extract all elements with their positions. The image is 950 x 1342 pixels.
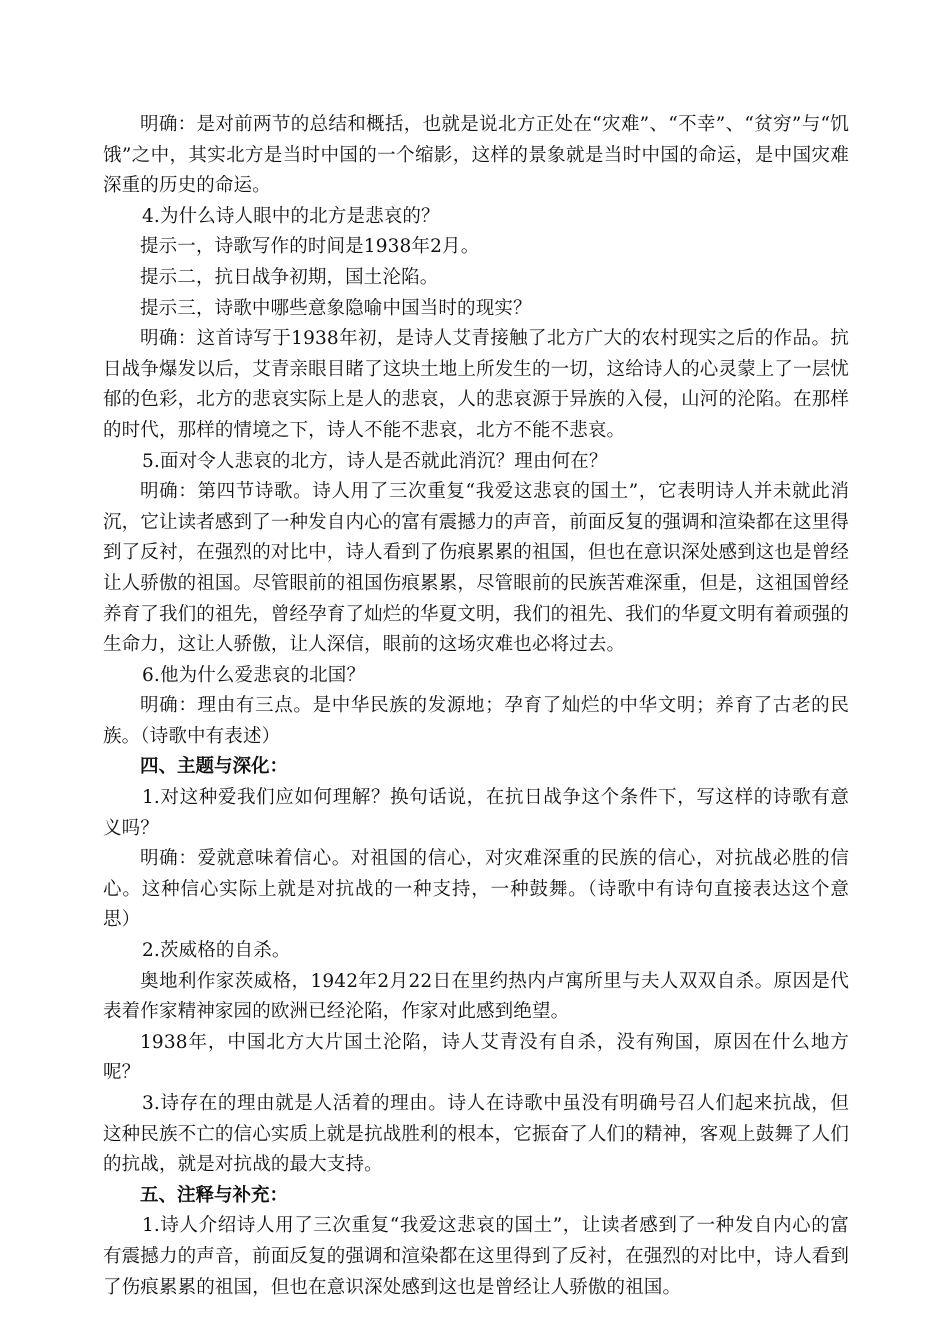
document-page xyxy=(103,110,849,1303)
paragraph-aiqing-question: 1938年，中国北方大片国土沦陷，诗人艾青没有自杀，没有殉国，原因在什么地方呢？ xyxy=(103,1031,849,1084)
theme-item-2: 2.茨威格的自杀。 xyxy=(142,940,291,962)
hint-1: 提示一，诗歌写作的时间是1938年2月。 xyxy=(140,236,480,258)
section-heading-theme: 四、主题与深化： xyxy=(140,756,289,778)
paragraph-answer-summary: 明确：是对前两节的总结和概括，也就是说北方正处在“灾难”、“不幸”、“贫穷”与“饥饿”之中，其实北方是当时中国的一个缩影，这样的景象就是当时中国的命运，是中国灾难深重的历史的命运。 xyxy=(103,114,849,197)
section-heading-notes: 五、注释与补充： xyxy=(140,1184,289,1206)
paragraph-answer-q4: 明确：这首诗写于1938年初，是诗人艾青接触了北方广大的农村现实之后的作品。抗日战争爆发以后，艾青亲眼目睹了这块土地上所发生的一切，这给诗人的心灵蒙上了一层忧郁的色彩，北方的悲哀实际上是人的悲哀，人的悲哀源于异族的入侵，山河的沦陷。在那样的时代，那样的情境之下，诗人不能不悲哀，北方不能不悲哀。 xyxy=(103,328,850,441)
paragraph-answer-q5: 明确：第四节诗歌。诗人用了三次重复“我爱这悲哀的国土”，它表明诗人并未就此消沉，它让读者感到了一种发自内心的富有震撼力的声音，前面反复的强调和渲染都在这里得到了反衬，在强烈的对比中，诗人看到了伤痕累累的祖国，但也在意识深处感到这也是曾经让人骄傲的祖国。尽管眼前的祖国伤痕累累，尽管眼前的民族苦难深重，但是，这祖国曾经养育了我们的祖先，曾经孕育了灿烂的华夏文明，我们的祖先、我们的华夏文明有着顽强的生命力，这让人骄傲，让人深信，眼前的这场灾难也必将过去。 xyxy=(103,481,850,656)
hint-3: 提示三，诗歌中哪些意象隐喻中国当时的现实？ xyxy=(140,297,532,319)
paragraph-zweig: 奥地利作家茨威格，1942年2月22日在里约热内卢寓所里与夫人双双自杀。原因是代表着作家精神家园的欧洲已经沦陷，作家对此感到绝望。 xyxy=(103,970,849,1023)
paragraph-answer-q6: 明确：理由有三点。是中华民族的发源地；孕育了灿烂的中华文明；养育了古老的民族。（诗歌中有表述） xyxy=(103,695,849,747)
question-4: 4.为什么诗人眼中的北方是悲哀的？ xyxy=(142,205,440,227)
theme-question-1: 1.对这种爱我们应如何理解？换句话说，在抗日战争这个条件下，写这样的诗歌有意义吗？ xyxy=(103,787,849,839)
question-6: 6.他为什么爱悲哀的北国？ xyxy=(142,664,366,686)
theme-item-3: 3.诗存在的理由就是人活着的理由。诗人在诗歌中虽没有明确号召人们起来抗战，但这种民族不亡的信心实质上就是抗战胜利的根本，它振奋了人们的精神，客观上鼓舞了人们的抗战，就是对抗战的最大支持。 xyxy=(103,1093,850,1176)
paragraph-answer-theme-1: 明确：爱就意味着信心。对祖国的信心，对灾难深重的民族的信心，对抗战必胜的信心。这种信心实际上就是对抗战的一种支持，一种鼓舞。（诗歌中有诗句直接表达这个意思） xyxy=(103,848,849,931)
note-item-1: 1.诗人介绍诗人用了三次重复“我爱这悲哀的国土”，让读者感到了一种发自内心的富有震撼力的声音，前面反复的强调和渲染都在这里得到了反衬，在强烈的对比中，诗人看到了伤痕累累的祖国，但也在意识深处感到这也是曾经让人骄傲的祖国。 xyxy=(103,1215,850,1298)
hint-2: 提示二，抗日战争初期，国土沦陷。 xyxy=(140,266,439,288)
question-5: 5.面对令人悲哀的北方，诗人是否就此消沉？理由何在？ xyxy=(142,450,608,472)
